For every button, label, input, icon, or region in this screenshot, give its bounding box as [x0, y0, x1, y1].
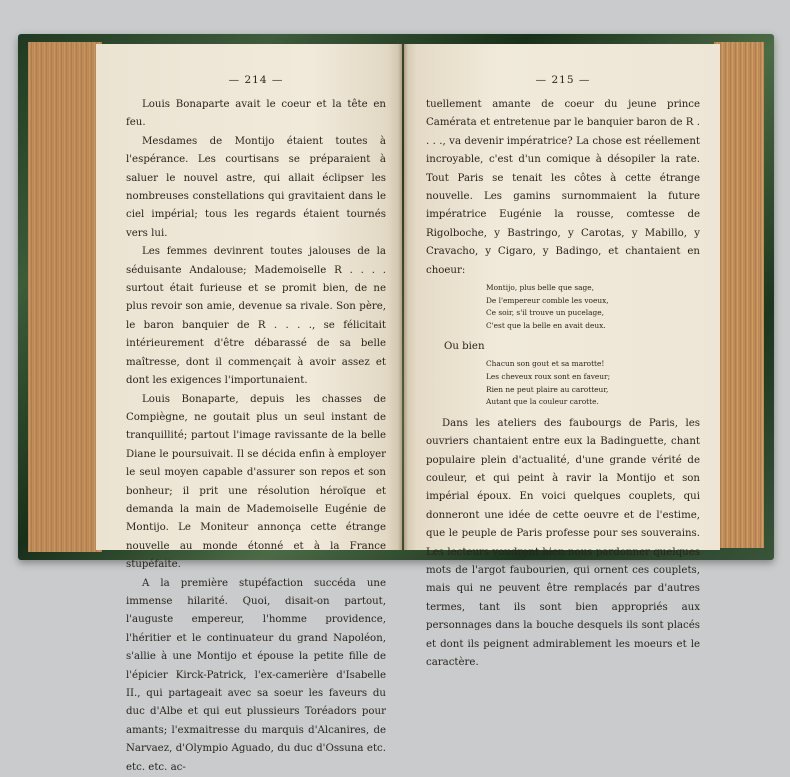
paragraph: tuellement amante de coeur du jeune prince Camérata et entretenue par le banquier baron de R . . . ., va devenir impératrice? La chose est réellement incroyable, c'est d'un comique à désopiler la rate. Tout Paris se tenait les côtes à cette étrange nouvelle. Les gamins surnommaient la future impératrice Eugénie la rousse, comtesse de Rigolboche, y Bastringo, y Carotas, y Mabillo, y Cravacho, y Cigaro, y Badingo, et chantaient en choeur: — [426, 99, 700, 276]
ou-bien-label: Ou bien — [444, 341, 485, 353]
paragraph: A la première stupéfaction succéda une immense hilarité. Quoi, disait-on partout, l'auguste empereur, l'homme providence, l'héritier et le continuateur du grand Napoléon, s'allie à une Montijo et épouse la petite fille de l'épicier Kirck-Patrick, l'ex-camerière d'Isabelle II., qui partageait avec sa soeur les faveurs du duc d'Albe et qui eut plussieurs Toréadors pour amants; l'exmaitresse du marquis d'Alcanires, de Narvaez, d'Olympio Aguado, du duc d'Ossuna etc. etc. etc. ac- — [126, 577, 386, 773]
page-edges-right — [714, 42, 764, 548]
page-number-right: — 215 — — [535, 74, 591, 86]
verse-line: Ce soir, s'il trouve un pucelage, — [486, 308, 605, 318]
page-edges-left — [28, 42, 102, 552]
verse-line: Les cheveux roux sont en faveur; — [486, 372, 611, 382]
right-page-text — [426, 96, 700, 673]
verse-line: De l'empereur comble les voeux, — [486, 295, 609, 305]
paragraph: Mesdames de Montijo étaient toutes à l'espérance. Les courtisans se préparaient à saluer le nouvel astre, qui allait éclipser les nombreuses constellations qui gravitaient dans le ciel impérial; tous les regards étaient tournés vers lui. — [126, 135, 386, 239]
paragraph: Louis Bonaparte avait le coeur et la tête en feu. — [126, 99, 386, 129]
paragraph: Louis Bonaparte, depuis les chasses de Compiègne, ne goutait plus un seul instant de tranquillité; partout l'image ravissante de la belle Diane le poursuivait. Il se décida enfin à employer le seul moyen capable d'assurer son repos et son bonheur; il prit une résolution héroïque et demanda la main de Mademoiselle Eugénie de Montijo. Le Moniteur annonça cette étrange nouvelle au monde étonné et à la France stupéfaite. — [126, 393, 386, 571]
page-number-left: — 214 — — [228, 74, 284, 86]
paragraph: Dans les ateliers des faubourgs de Paris, les ouvriers chantaient entre eux la Badinguette, chant populaire plein d'actualité, d'une grande vérité de couleur, et qui peint à ravir la Montijo et son impérial époux. En voici quelques couplets, qui donneront une idée de cette oeuvre et de l'estime, que le peuple de Paris professe pour ses souverains. Les lecteurs voudront bien nous pardonner quelques mots de l'argot faubourien, qui ornent ces couplets, mais qui ne peuvent être remplacés par d'autres termes, tant ils sont bien appropriés aux personnages dans la bouche desquels ils sont placés et dont ils peignent admirablement les moeurs et le caractère. — [426, 417, 700, 669]
verse-line: Rien ne peut plaire au carotteur, — [486, 384, 609, 394]
left-page-text — [126, 96, 386, 777]
verse-line: Autant que la couleur carotte. — [486, 397, 599, 407]
left-page — [96, 44, 402, 773]
verse-line: Chacun son gout et sa marotte! — [486, 359, 605, 369]
verse-line: Montijo, plus belle que sage, — [486, 283, 594, 293]
right-page — [404, 44, 720, 669]
paragraph: Les femmes devinrent toutes jalouses de la séduisante Andalouse; Mademoiselle R . . . . surtout était furieuse et se promit bien, de ne plus revoir son amie, devenue sa rivale. Son père, le baron banquier de R . . . ., se félicitait intérieurement d'être débarassé de sa belle maîtresse, dont il commençait à avoir assez et dont les exigences l'importunaient. — [126, 246, 386, 387]
book-gutter — [398, 44, 408, 550]
song-verse — [486, 282, 700, 332]
song-verse — [486, 358, 700, 408]
verse-line: C'est que la belle en avait deux. — [486, 320, 606, 330]
